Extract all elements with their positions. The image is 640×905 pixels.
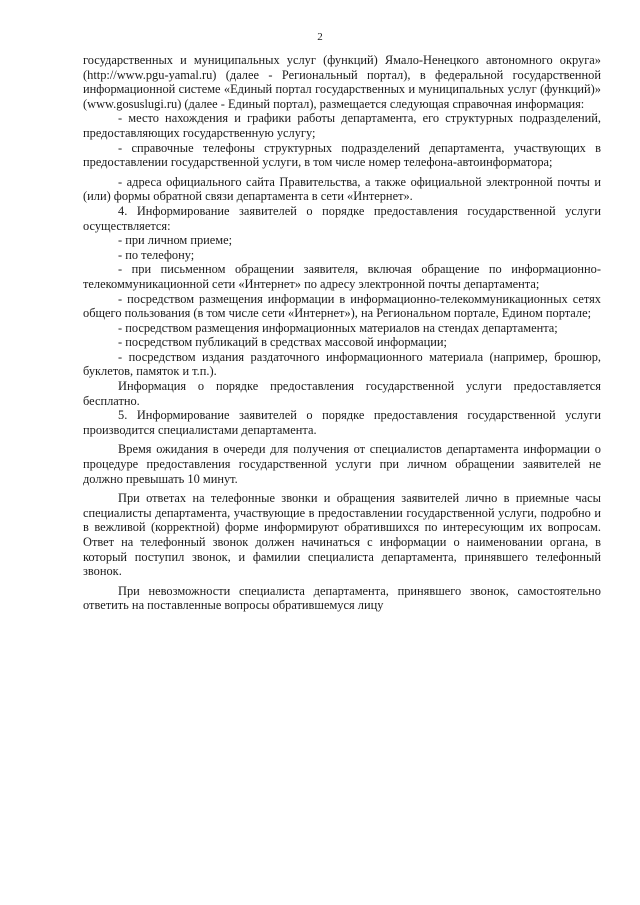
- list-item: - по телефону;: [118, 247, 195, 262]
- paragraph: государственных и муниципальных услуг (функций) Ямало-Ненецкого автономного округа» (http://www.pgu-yamal.ru) (далее - Региональный портал), в федеральной государственной информационной системе «Единый портал государственных и муниципальных услуг (функций)» (www.gosuslugi.ru) (далее - Единый портал), размещается следующая справочная информация:: [83, 53, 601, 111]
- section-paragraph: 5. Информирование заявителей о порядке предоставления государственной услуги производится специалистами департамента.: [83, 408, 601, 437]
- list-item: - при личном приеме;: [118, 233, 233, 248]
- list-item: - посредством размещения информационных материалов на стендах департамента;: [118, 320, 558, 335]
- section-paragraph: 4. Информирование заявителей о порядке предоставления государственной услуги осуществляется:: [83, 203, 601, 233]
- list-item: - посредством размещения информации в информационно-телекоммуникационных сетях общего пользования (в том числе сети «Интернет»), на Региональном портале, Едином портале;: [83, 291, 601, 321]
- paragraph: При ответах на телефонные звонки и обращения заявителей лично в приемные часы специалисты департамента, участвующие в предоставлении государственной услуги, подробно и в вежливой (корректной) форме информируют обратившихся по интересующим их вопросам. Ответ на телефонный звонок должен начинаться с информации о наименовании органа, в который поступил звонок, и фамилии специалиста департамента, принявшего телефонный звонок.: [83, 491, 601, 579]
- list-item: - при письменном обращении заявителя, включая обращение по информационно-телекоммуникационной сети «Интернет» по адресу электронной почты департамента;: [83, 262, 601, 291]
- document-body: [83, 53, 601, 613]
- list-item: - посредством издания раздаточного информационного материала (например, брошюр, буклетов, памяток и т.п.).: [83, 349, 601, 379]
- list-item: - справочные телефоны структурных подразделений департамента, участвующих в предоставлении государственной услуги, в том числе номер телефона-автоинформатора;: [83, 140, 601, 170]
- list-item: - адреса официального сайта Правительства, а также официальной электронной почты и (или) формы обратной связи департамента в сети «Интернет».: [83, 174, 601, 204]
- paragraph: Время ожидания в очереди для получения от специалистов департамента информации о процедуре предоставления государственной услуги при личном обращении заявителей не должно превышать 10 минут.: [83, 442, 601, 486]
- paragraph: При невозможности специалиста департамента, принявшего звонок, самостоятельно ответить на поставленные вопросы обратившемуся лицу: [83, 583, 601, 613]
- paragraph: Информация о порядке предоставления государственной услуги предоставляется бесплатно.: [83, 379, 601, 408]
- list-item: - место нахождения и графики работы департамента, его структурных подразделений, предоставляющих государственную услугу;: [83, 111, 601, 140]
- page-number: 2: [317, 31, 323, 43]
- list-item: - посредством публикаций в средствах массовой информации;: [118, 335, 447, 350]
